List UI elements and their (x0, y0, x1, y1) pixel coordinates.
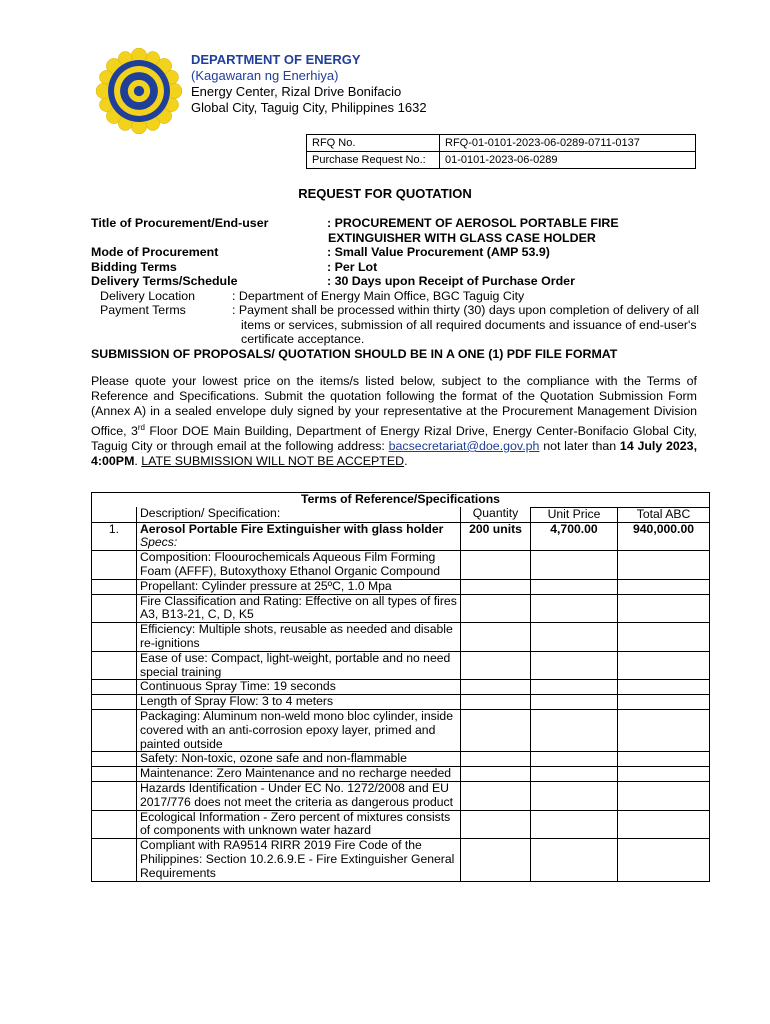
spec-total-cell (618, 594, 710, 623)
spec-unit-price-cell (531, 810, 618, 839)
superscript-rd: rd (137, 422, 145, 432)
spec-text: Maintenance: Zero Maintenance and no recharge needed (137, 767, 461, 782)
title-row (91, 216, 701, 245)
spec-row (92, 810, 710, 839)
spec-total-cell (618, 752, 710, 767)
spec-unit-price-cell (531, 594, 618, 623)
col-quantity: Quantity (461, 507, 531, 522)
spec-quantity-cell (461, 680, 531, 695)
spec-quantity-cell (461, 839, 531, 881)
col-unit-price: Unit Price (531, 507, 618, 522)
spec-quantity-cell (461, 781, 531, 810)
bidding-label: Bidding Terms (91, 259, 177, 274)
spec-total-cell (618, 781, 710, 810)
spec-row (92, 551, 710, 580)
address-line-1: Energy Center, Rizal Drive Bonifacio (191, 84, 402, 99)
spec-quantity-cell (461, 623, 531, 652)
doe-seal-icon (96, 48, 182, 134)
pr-label: Purchase Request No.: (307, 152, 440, 169)
spec-unit-price-cell (531, 839, 618, 881)
agency-header (191, 52, 427, 116)
address-line-2: Global City, Taguig City, Philippines 1632 (191, 100, 427, 115)
spec-unit-price-cell (531, 651, 618, 680)
spec-row (92, 623, 710, 652)
spec-total-cell (618, 579, 710, 594)
spec-unit-price-cell (531, 551, 618, 580)
bidding-value: : Per Lot (327, 259, 378, 274)
spec-row (92, 695, 710, 710)
spec-number-cell (92, 781, 137, 810)
spec-text: Continuous Spray Time: 19 seconds (137, 680, 461, 695)
deadline: 14 July 2023, 4:00PM (91, 438, 698, 469)
delivery-terms-label: Delivery Terms/Schedule (91, 274, 238, 288)
spec-text: Composition: Floourochemicals Aqueous Film Forming Foam (AFFF), Butoxythoxy Ethanol Organic Compound (137, 551, 461, 580)
item-name: Aerosol Portable Fire Extinguisher with glass holder (140, 521, 444, 536)
email-link[interactable]: bacsecretariat@doe.gov.ph (388, 438, 540, 453)
spec-total-cell (618, 551, 710, 580)
delivery-location-value: : Department of Energy Main Office, BGC Taguig City (232, 288, 525, 303)
spec-quantity-cell (461, 752, 531, 767)
department-tagalog: (Kagawaran ng Enerhiya) (191, 68, 339, 83)
col-total-abc: Total ABC (618, 507, 710, 522)
instructions-text-4: . (134, 454, 142, 469)
instructions-text-1: Please quote your lowest price on the items/s listed below, subject to the compliance with the Terms of Reference and Specifications. Submit the quotation following the format of the Quotation Submission Form (Annex A) in a sealed envelope duly signed by your representative at the Procurement Management Division Office, 3 (91, 374, 697, 438)
spec-quantity-cell (461, 551, 531, 580)
department-name: DEPARTMENT OF ENERGY (191, 52, 361, 67)
spec-text: Fire Classification and Rating: Effective on all types of fires A3, B13-21, C, D, K5 (137, 594, 461, 623)
spec-total-cell (618, 680, 710, 695)
mode-label: Mode of Procurement (91, 245, 219, 259)
spec-total-cell (618, 651, 710, 680)
spec-text: Hazards Identification - Under EC No. 1272/2008 and EU 2017/776 does not meet the criteria as dangerous product (137, 781, 461, 810)
late-submission-notice: LATE SUBMISSION WILL NOT BE ACCEPTED (141, 454, 405, 469)
specs-header-row (92, 507, 710, 522)
spec-row (92, 709, 710, 751)
spec-total-cell (618, 695, 710, 710)
spec-row (92, 680, 710, 695)
payment-value: : Payment shall be processed within thirty (30) days upon completion of delivery of all items or services, submission of all required documents and issuance of end-user's certificate acceptance. (232, 303, 699, 346)
rfq-label: RFQ No. (307, 135, 440, 152)
rfq-value: RFQ-01-0101-2023-06-0289-0711-0137 (440, 135, 696, 152)
spec-quantity-cell (461, 651, 531, 680)
col-description: Description/ Specification: (137, 507, 461, 522)
spec-text: Ecological Information - Zero percent of mixtures consists of components with unknown water hazard (137, 810, 461, 839)
spec-unit-price-cell (531, 623, 618, 652)
spec-quantity-cell (461, 810, 531, 839)
spec-unit-price-cell (531, 695, 618, 710)
pr-value: 01-0101-2023-06-0289 (440, 152, 696, 169)
item-total-abc: 940,000.00 (618, 522, 710, 551)
spec-unit-price-cell (531, 579, 618, 594)
mode-value: : Small Value Procurement (AMP 53.9) (327, 245, 550, 259)
spec-number-cell (92, 839, 137, 881)
spec-unit-price-cell (531, 680, 618, 695)
bidding-row (91, 260, 701, 275)
spec-number-cell (92, 810, 137, 839)
instructions-text-3: not later than (539, 438, 620, 453)
spec-number-cell (92, 579, 137, 594)
spec-row (92, 752, 710, 767)
item-quantity: 200 units (461, 522, 531, 551)
delivery-terms-row (91, 274, 701, 289)
spec-number-cell (92, 651, 137, 680)
spec-total-cell (618, 839, 710, 881)
procurement-details (91, 216, 701, 361)
specifications-table (91, 492, 710, 882)
instructions-text-2: Floor DOE Main Building, Department of Energy Rizal Drive, Energy Center-Bonifacio Global City, Taguig City or through email at the following address: (91, 423, 698, 453)
rfq-number-table (306, 134, 696, 169)
title-label: Title of Procurement/End-user (91, 216, 269, 230)
spec-number-cell (92, 594, 137, 623)
submission-format-note: SUBMISSION OF PROPOSALS/ QUOTATION SHOULD BE IN A ONE (1) PDF FILE FORMAT (91, 346, 618, 361)
item-unit-price: 4,700.00 (531, 522, 618, 551)
mode-row (91, 245, 701, 260)
payment-label: Payment Terms (100, 303, 186, 317)
delivery-terms-value: : 30 Days upon Receipt of Purchase Order (327, 274, 575, 288)
specs-label: Specs: (140, 535, 178, 550)
spec-text: Length of Spray Flow: 3 to 4 meters (137, 695, 461, 710)
header-blank-cell (92, 507, 137, 522)
title-value-line-2: EXTINGUISHER WITH GLASS CASE HOLDER (328, 230, 596, 245)
spec-quantity-cell (461, 579, 531, 594)
spec-text: Efficiency: Multiple shots, reusable as needed and disable re-ignitions (137, 623, 461, 652)
title-value-line-1: : PROCUREMENT OF AEROSOL PORTABLE FIRE (327, 216, 619, 230)
spec-text: Packaging: Aluminum non-weld mono bloc cylinder, inside covered with an anti-corrosion epoxy layer, primed and painted outside (137, 709, 461, 751)
spec-unit-price-cell (531, 767, 618, 782)
spec-quantity-cell (461, 767, 531, 782)
spec-number-cell (92, 551, 137, 580)
spec-number-cell (92, 623, 137, 652)
spec-total-cell (618, 709, 710, 751)
spec-row (92, 594, 710, 623)
spec-row (92, 767, 710, 782)
item-number: 1. (92, 522, 137, 551)
delivery-location-label: Delivery Location (100, 288, 196, 303)
spec-text: Ease of use: Compact, light-weight, portable and no need special training (137, 651, 461, 680)
spec-number-cell (92, 767, 137, 782)
spec-total-cell (618, 623, 710, 652)
spec-unit-price-cell (531, 752, 618, 767)
delivery-location-row (91, 289, 701, 304)
spec-total-cell (618, 810, 710, 839)
spec-number-cell (92, 695, 137, 710)
spec-total-cell (618, 767, 710, 782)
spec-row (92, 651, 710, 680)
document-title: REQUEST FOR QUOTATION (298, 186, 472, 201)
spec-unit-price-cell (531, 709, 618, 751)
payment-row (91, 303, 701, 347)
specs-table-heading: Terms of Reference/Specifications (92, 493, 710, 508)
instructions-paragraph (91, 374, 697, 469)
spec-row (92, 839, 710, 881)
spec-number-cell (92, 752, 137, 767)
item-description (137, 522, 461, 551)
spec-text: Safety: Non-toxic, ozone safe and non-flammable (137, 752, 461, 767)
spec-text: Compliant with RA9514 RIRR 2019 Fire Code of the Philippines: Section 10.2.6.9.E - Fire Extinguisher General Requirements (137, 839, 461, 881)
spec-quantity-cell (461, 709, 531, 751)
spec-text: Propellant: Cylinder pressure at 25ºC, 1.0 Mpa (137, 579, 461, 594)
spec-number-cell (92, 680, 137, 695)
title-value (327, 216, 701, 245)
instructions-text-5: . (404, 454, 408, 469)
spec-unit-price-cell (531, 781, 618, 810)
spec-number-cell (92, 709, 137, 751)
spec-row (92, 579, 710, 594)
spec-row (92, 781, 710, 810)
spec-quantity-cell (461, 695, 531, 710)
item-row (92, 522, 710, 551)
spec-quantity-cell (461, 594, 531, 623)
